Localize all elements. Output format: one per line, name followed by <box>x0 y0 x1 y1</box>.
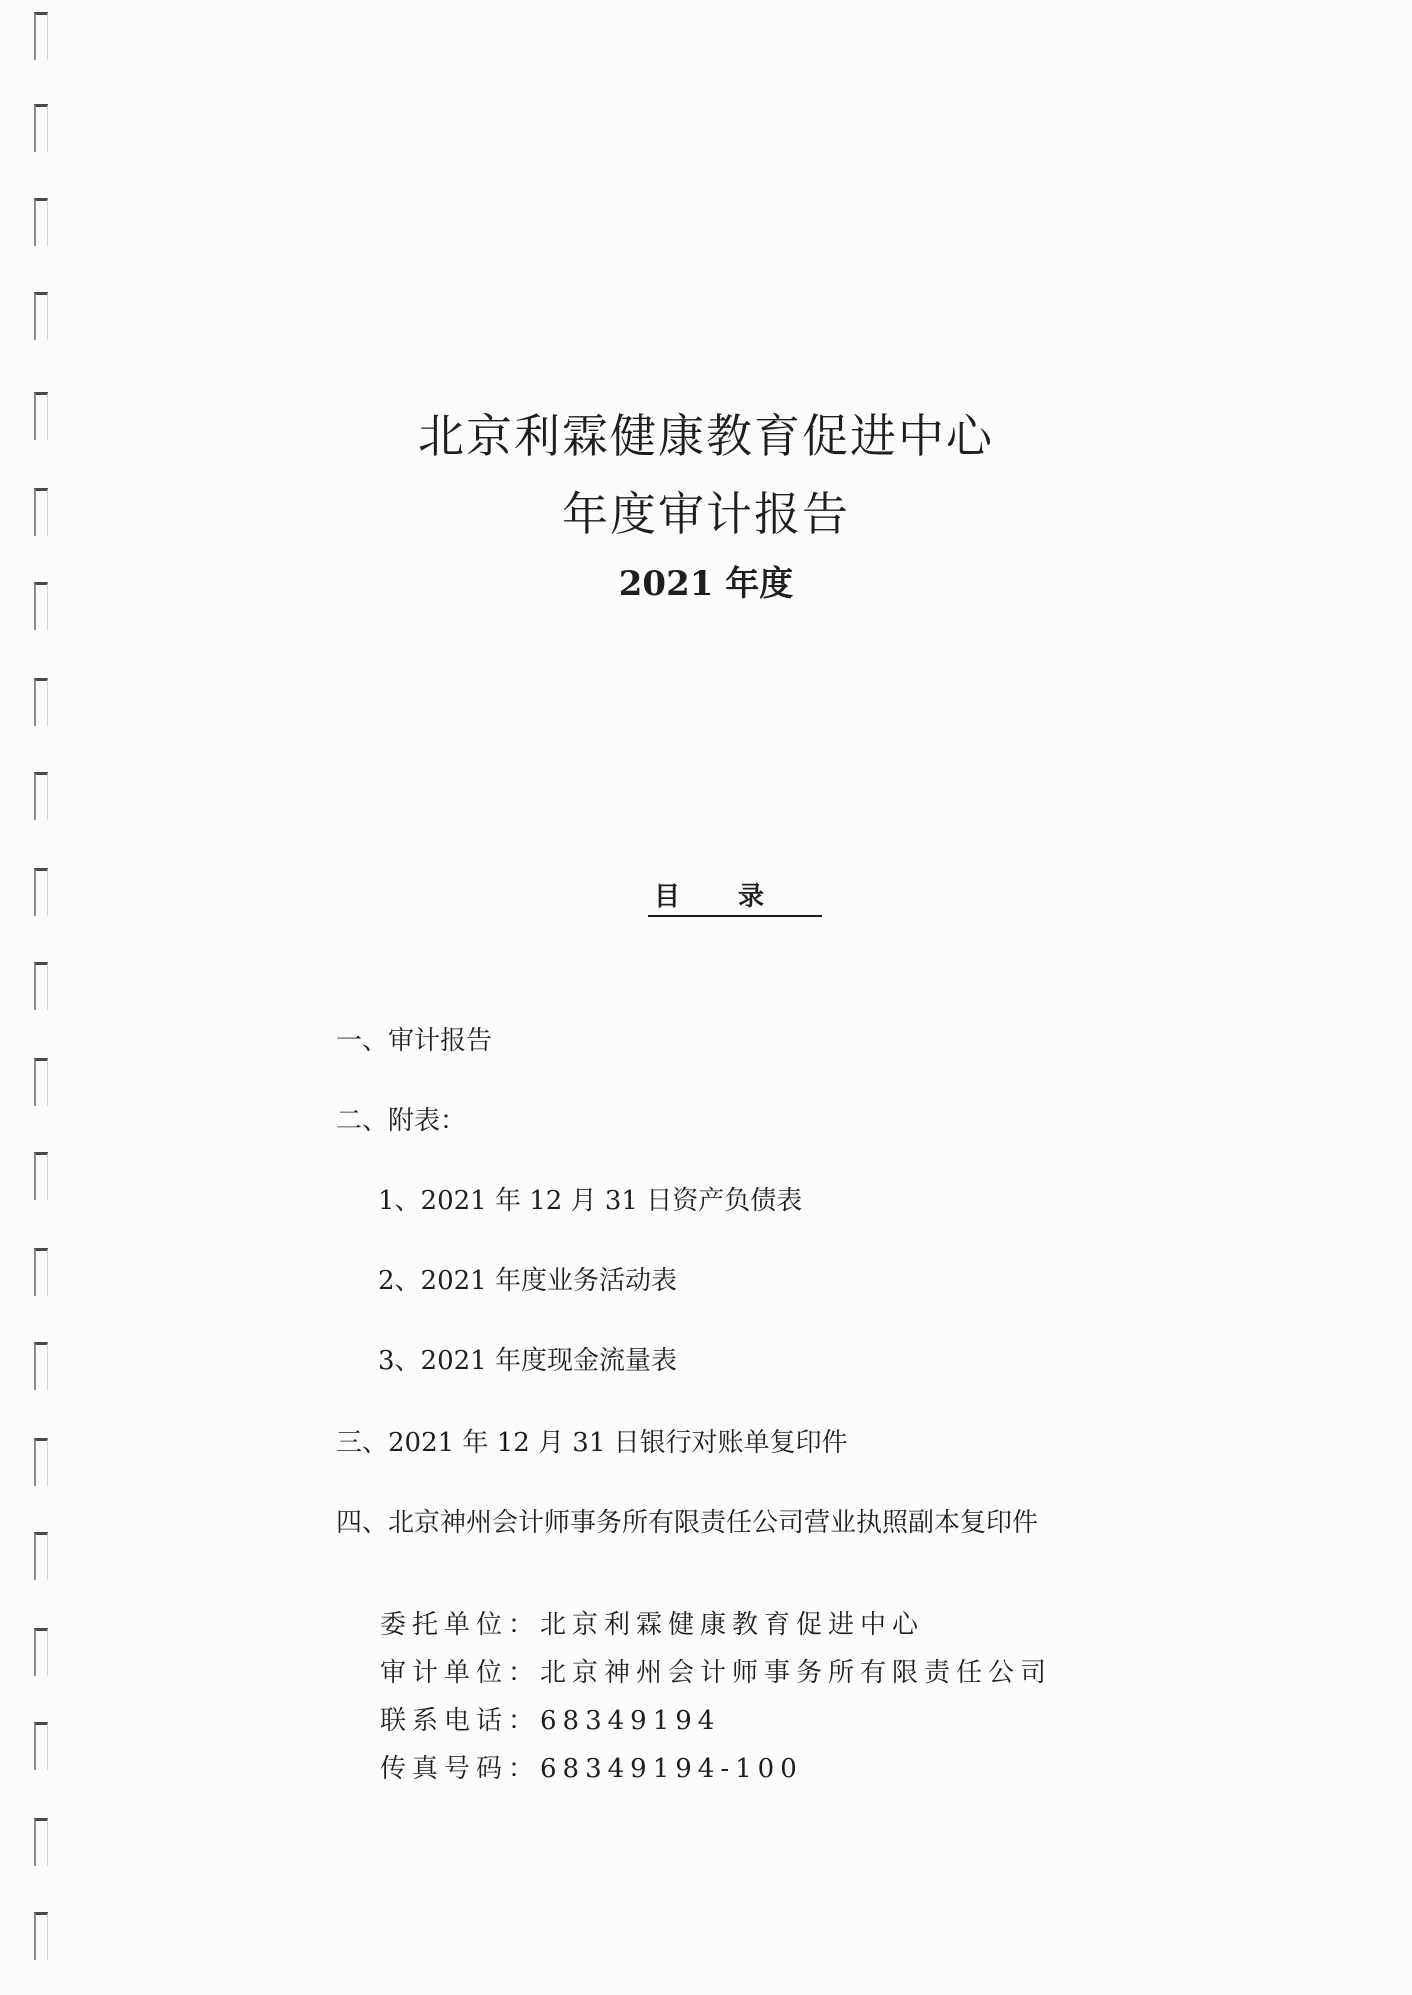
binding-mark <box>34 198 48 246</box>
binding-mark <box>34 1628 48 1676</box>
binding-holes <box>30 0 60 1995</box>
binding-mark <box>34 292 48 340</box>
binding-mark <box>34 1722 48 1770</box>
report-title-type: 年度审计报告 <box>562 487 850 541</box>
binding-mark <box>34 1152 48 1200</box>
toc-item-appendix: 二、附表： <box>336 1106 467 1136</box>
phone-label: 联系电话： <box>380 1706 541 1736</box>
toc-heading: 目录 <box>0 876 1412 917</box>
auditor-value: 北京神州会计师事务所有限责任公司 <box>540 1658 1053 1688</box>
report-title-organization: 北京利霖健康教育促进中心 <box>418 409 994 463</box>
client-label: 委托单位： <box>380 1610 541 1640</box>
fax-label: 传真号码： <box>380 1754 541 1784</box>
info-client <box>380 1604 924 1641</box>
toc-item-balance-sheet: 1、2021 年 12 月 31 日资产负债表 <box>378 1186 803 1216</box>
info-auditor <box>380 1652 1052 1689</box>
toc-item-activity-statement: 2、2021 年度业务活动表 <box>378 1266 677 1296</box>
binding-mark <box>34 1342 48 1390</box>
toc-item-bank-statement: 三、2021 年 12 月 31 日银行对账单复印件 <box>336 1428 848 1458</box>
binding-mark <box>34 1438 48 1486</box>
binding-mark <box>34 962 48 1010</box>
toc-item-cash-flow: 3、2021 年度现金流量表 <box>378 1346 677 1376</box>
toc-item-business-license: 四、北京神州会计师事务所有限责任公司营业执照副本复印件 <box>336 1508 1039 1538</box>
report-year: 2021 年度 <box>618 564 794 604</box>
binding-mark <box>34 1912 48 1960</box>
binding-mark <box>34 1058 48 1106</box>
binding-mark <box>34 1248 48 1296</box>
info-phone <box>380 1700 720 1737</box>
binding-mark <box>34 1532 48 1580</box>
toc-item-audit-report: 一、审计报告 <box>336 1026 493 1056</box>
binding-mark <box>34 12 48 60</box>
binding-mark <box>34 678 48 726</box>
auditor-label: 审计单位： <box>380 1658 541 1688</box>
binding-mark <box>34 104 48 152</box>
binding-mark <box>34 1818 48 1866</box>
client-value: 北京利霖健康教育促进中心 <box>540 1610 925 1640</box>
binding-mark <box>34 772 48 820</box>
fax-value: 68349194-100 <box>540 1754 803 1784</box>
phone-value: 68349194 <box>540 1706 721 1736</box>
info-fax <box>380 1748 803 1785</box>
